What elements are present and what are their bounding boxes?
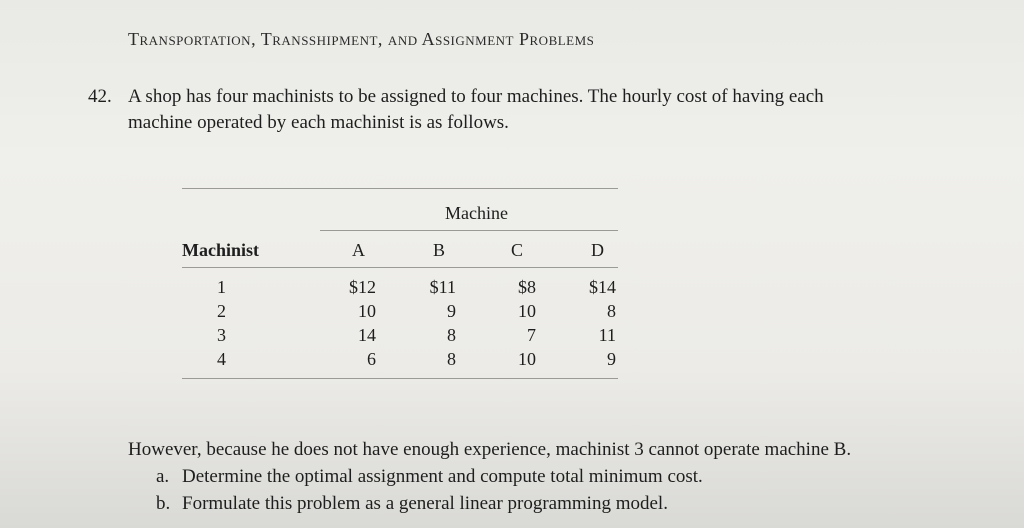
row-label: 1 (217, 277, 226, 297)
table-cell: 8 (447, 349, 456, 369)
table-cell: 9 (607, 349, 616, 369)
subquestion-label: a. (156, 466, 170, 487)
table-cell: 14 (358, 325, 376, 345)
machine-group-header: Machine (445, 203, 508, 223)
table-cell: $8 (518, 277, 536, 297)
machine-header-rule (320, 230, 618, 231)
table-cell: 9 (447, 301, 456, 321)
constraint-sentence: However, because he does not have enough experience, machinist 3 cannot operate machine B. (128, 439, 852, 460)
machinist-column-header: Machinist (182, 240, 260, 260)
problem-statement (88, 84, 948, 136)
table-bottom-rule (182, 378, 618, 379)
subquestion-b (156, 490, 968, 517)
problem-text (128, 84, 948, 136)
header-bottom-rule (182, 267, 618, 268)
row-label: 4 (217, 349, 226, 369)
column-header-a: A (352, 240, 365, 260)
table-cell: 10 (518, 349, 536, 369)
table-cell: 7 (527, 325, 536, 345)
column-header-c: C (511, 240, 524, 260)
table-cell: 11 (598, 325, 616, 345)
problem-number: 42. (88, 86, 112, 107)
problem-text-line-2: machine operated by each machinist is as follows. (128, 112, 509, 133)
table-cell: 10 (358, 301, 376, 321)
subquestion-label: b. (156, 493, 171, 514)
table-cell: $14 (589, 277, 616, 297)
problem-text-line-1: A shop has four machinists to be assigned to four machines. The hourly cost of having each (128, 86, 824, 107)
table-cell: $12 (349, 277, 376, 297)
table-cell: 8 (607, 301, 616, 321)
row-label: 3 (217, 325, 226, 345)
running-header: Transportation, Transshipment, and Assignment Problems (128, 29, 595, 49)
subquestion-text: Determine the optimal assignment and compute total minimum cost. (182, 466, 703, 487)
column-header-d: D (591, 240, 604, 260)
table-top-rule (182, 188, 618, 189)
row-label: 2 (217, 301, 226, 321)
table-cell: 10 (518, 301, 536, 321)
table-cell: 6 (367, 349, 376, 369)
subquestion-a (156, 463, 968, 490)
column-header-b: B (433, 240, 446, 260)
subquestion-text: Formulate this problem as a general linear programming model. (182, 493, 668, 514)
table-cell: $11 (429, 277, 456, 297)
table-cell: 8 (447, 325, 456, 345)
problem-continuation (128, 436, 968, 517)
